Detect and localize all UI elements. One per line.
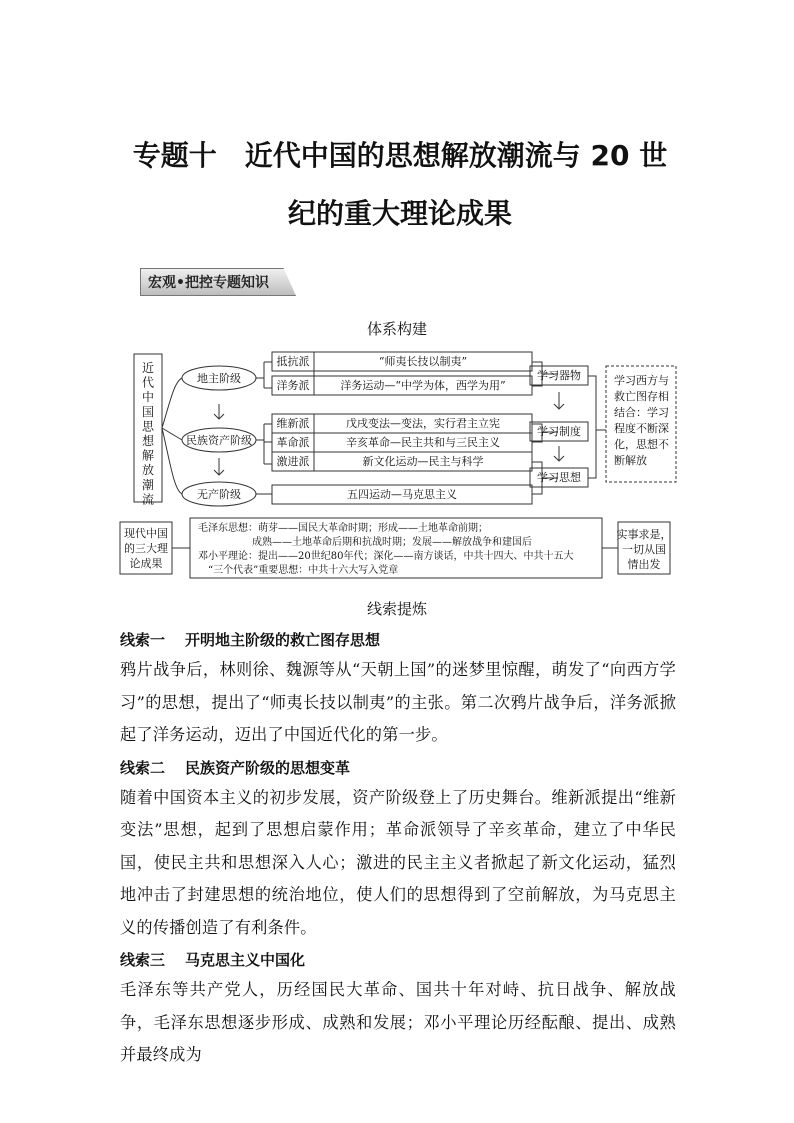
faction-content: 洋务运动—“中学为体，西学为用” [340,379,506,392]
theories-label-line: 论成果 [129,557,163,570]
title-line-1: 专题十 近代中国的思想解放潮流与 20 世 [132,139,668,172]
learning-label: 学习器物 [537,369,581,382]
bracket [588,376,606,478]
stage-label: 地主阶级 [197,372,241,385]
side-label-char: 思 [141,419,155,434]
truth-line: 一切从国 [622,543,666,556]
side-label-char: 代 [141,375,155,390]
faction-label: 洋务派 [276,379,310,392]
clue-paragraph: 随着中国资本主义的初步发展，资产阶级登上了历史舞台。维新派提出“维新变法”思想，起到了思想启蒙作用；革命派领导了辛亥革命，建立了中华民国，使民主共和思想深入人心；激进的民主主义者掀起了新文化运动，猛烈地冲击了封建思想的统治地位，使人们的思想得到了空前解放，为马克思主义的传播创造了有利条件。 [120,787,676,937]
conclusion-line: 程度不断深 [614,422,669,435]
side-label-char: 流 [141,492,155,507]
side-label-char: 潮 [141,477,155,492]
conclusion-line: 化，思想不 [614,438,669,451]
faction-content: “师夷长技以制夷” [378,355,468,368]
bracket [256,424,272,464]
down-arrow-icon [554,392,564,409]
side-label-char: 国 [141,404,155,419]
theory-line: 成熟——土地革命后期和抗战时期；发展——解放战争和建国后 [252,537,532,548]
faction-content: 新文化运动—民主与科学 [362,455,484,468]
down-arrow-icon [214,404,224,419]
side-label-char: 中 [141,390,155,405]
faction-content: 辛亥革命—民主共和与三民主义 [346,436,500,449]
theory-line: “三个代表”重要思想：中共十六大写入党章 [208,565,399,576]
side-label-char: 放 [141,463,155,478]
theories-diagram [118,516,683,582]
clue-label: 线索二 [120,758,166,777]
conclusion-line: 救亡图存相 [614,390,669,403]
faction-label: 抵抗派 [276,355,310,368]
clue-title: 民族资产阶级的思想变革 [185,758,351,777]
stage-label: 无产阶级 [197,488,241,501]
truth-line: 实事求是， [616,528,672,541]
clue-heading [120,754,676,782]
faction-label: 维新派 [276,417,310,430]
theories-label-line: 现代中国 [124,527,168,540]
knowledge-diagram [118,342,683,512]
clue-heading [120,626,676,654]
learning-label: 学习思想 [537,471,581,484]
section-banner [140,268,296,296]
title-line-2: 纪的重大理论成果 [287,197,512,230]
clue-title: 开明地主阶级的救亡图存思想 [185,631,381,649]
learning-label: 学习制度 [537,425,581,438]
stage-label: 民族资产阶级 [186,434,252,447]
faction-label: 激进派 [276,455,310,468]
side-label-char: 想 [141,434,155,448]
clue-label: 线索三 [120,951,166,969]
clues-section [120,626,676,1074]
clues-heading: 线索提炼 [366,600,427,618]
side-label-char: 解 [141,448,155,463]
side-label [142,361,155,506]
faction-label: 革命派 [276,436,310,449]
conclusion-line: 结合：学习 [614,406,669,419]
bracket [256,362,272,388]
theory-line: 毛泽东思想：萌芽——国民大革命时期；形成——土地革命前期； [198,523,488,534]
down-arrow-icon [554,446,564,461]
clue-paragraph: 毛泽东等共产党人，历经国民大革命、国共十年对峙、抗日战争、解放战争，毛泽东思想逐步形成、成熟和发展；邓小平理论历经酝酿、提出、成熟并最终成为 [120,980,676,1064]
page-title [110,130,690,240]
theory-line: 邓小平理论：提出——20世纪80年代；深化——南方谈话，中共十四大、中共十五大 [198,551,574,562]
banner-label: 宏观•把控专题知识 [148,275,269,291]
system-heading: 体系构建 [366,320,427,338]
down-arrow-icon [214,458,224,475]
theories-label-line: 的三大理 [124,542,168,555]
clue-heading [120,946,676,974]
connector-curve [162,428,182,440]
clue-paragraph: 鸦片战争后，林则徐、魏源等从“天朝上国”的迷梦里惊醒，萌发了“向西方学习”的思想，提出了“师夷长技以制夷”的主张。第二次鸦片战争后，洋务派掀起了洋务运动，迈出了中国近代化的第一步。 [120,660,676,744]
clue-label: 线索一 [120,631,166,649]
faction-content: 戊戌变法—变法，实行君主立宪 [346,417,500,430]
faction-content: 五四运动—马克思主义 [347,488,457,501]
truth-line: 情出发 [627,558,661,571]
conclusion-line: 学习西方与 [614,374,669,387]
connector-curve [162,378,182,428]
conclusion-line: 断解放 [614,454,647,467]
clue-title: 马克思主义中国化 [185,951,306,969]
side-label-char: 近 [141,361,155,375]
